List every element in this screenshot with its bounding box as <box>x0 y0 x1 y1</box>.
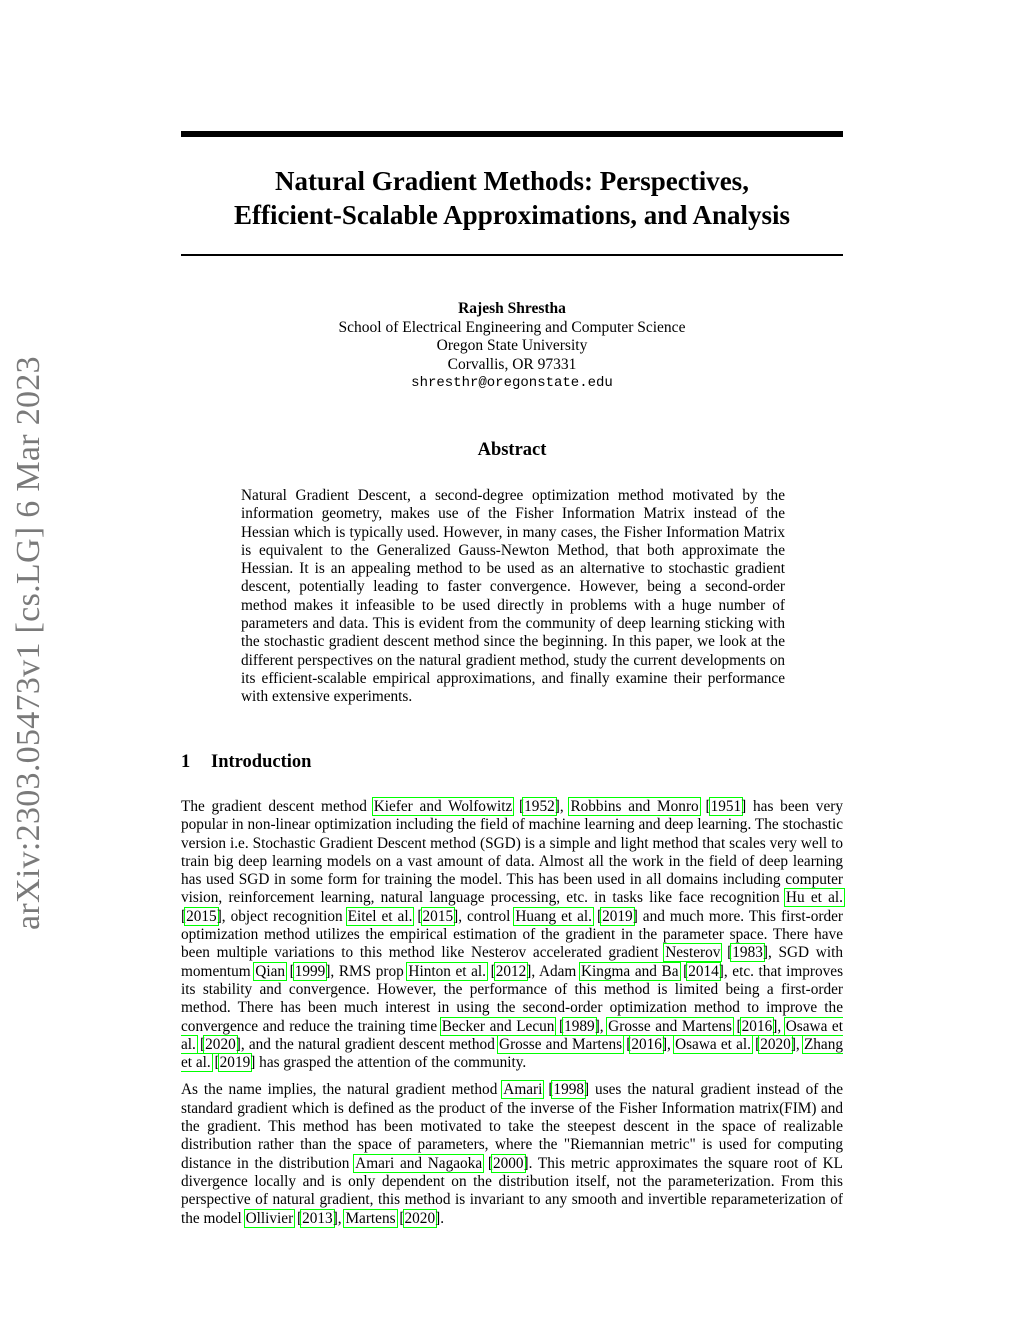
citation-link[interactable]: Kiefer and Wolfowitz <box>373 798 513 815</box>
section-title: Introduction <box>211 752 312 772</box>
citation-link[interactable]: 2016 <box>631 1035 662 1053</box>
author-name: Rajesh Shrestha <box>458 300 566 317</box>
citation-link[interactable]: 2000 <box>492 1154 524 1172</box>
introduction-body <box>181 798 843 1237</box>
citation-link[interactable]: Amari and Nagaoka <box>355 1154 483 1172</box>
citation-link[interactable]: Kingma and Ba <box>580 962 679 980</box>
introduction-paragraph-1: The gradient descent method Kiefer and Wolfowitz [1952], Robbins and Monro [1951] has been very popular in non-linear optimization including the field of machine learning and deep learning. The stochastic version i.e. Stochastic Gradient Descent method (SGD) is a simple and light method that scales very well to train big deep learning models on a vast amount of data. Almost all the work in the field of deep learning has used SGD in some form for training the model. This has been used in all domains including computer vision, reinforcement learning, natural language processing, etc. in tasks like face recognition Hu et al. [2015], object recognition Eitel et al. [2015], control Huang et al. [2019] and much more. This first-order optimization method utilizes the empirical estimation of the gradient in the parameter space. There have been multiple variations to this method like Nesterov accelerated gradient Nesterov [1983], SGD with momentum Qian [1999], RMS prop Hinton et al. [2012], Adam Kingma and Ba [2014], etc. that improves its stability and convergence. However, the performance of this method is limited being a first-order method. There has been much interest in using the second-order optimization method to improve the convergence and reduce the training time Becker and Lecun [1989], Grosse and Martens [2016], Osawa et al. [2020], and the natural gradient descent method Grosse and Martens [2016], Osawa et al. [2020], Zhang et al. [2019] has grasped the attention of the community. <box>181 798 844 1072</box>
citation-link[interactable]: Qian <box>255 962 286 980</box>
citation-link[interactable]: Huang et al. <box>515 907 593 925</box>
citation-link[interactable]: Becker and Lecun <box>441 1017 555 1035</box>
title-line-2: Efficient-Scalable Approximations, and Analysis <box>233 200 791 230</box>
citation-link[interactable]: Robbins and Monro <box>570 798 699 815</box>
citation-link[interactable]: 2020 <box>760 1035 791 1053</box>
introduction-paragraph-2: As the name implies, the natural gradient method Amari [1998] uses the natural gradient instead of the standard gradient which is defined as the product of the inverse of the Fisher Information matrix(FIM) and the gradient. This method has been motivated to take the steepest descent in the space of realizable distribution rather than the space of parameters, where the "Riemannian metric" is used for computing distance in the distribution Amari and Nagaoka [2000]. This metric approximates the square root of KL divergence locally and is only dependent on the distribution itself, not the parameterization. From this perspective of natural gradient, this method is invariant to any smooth and invertible reparameterization of the model Ollivier [2013], Martens [2020]. <box>181 1081 844 1227</box>
citation-link[interactable]: Grosse and Martens <box>499 1035 623 1053</box>
citation-link[interactable]: 1983 <box>732 944 763 962</box>
section-heading-introduction <box>181 752 311 773</box>
author-block <box>181 300 843 393</box>
citation-link[interactable]: 1989 <box>564 1017 595 1035</box>
citation-link[interactable]: 2020 <box>205 1035 236 1053</box>
citation-link[interactable]: Hinton et al. <box>408 962 486 980</box>
citation-link[interactable]: 2015 <box>422 907 454 925</box>
citation-link[interactable]: 2012 <box>495 962 527 980</box>
author-email[interactable]: shresthr@oregonstate.edu <box>411 375 613 391</box>
citation-link[interactable]: 2020 <box>404 1209 436 1227</box>
abstract-heading: Abstract <box>477 440 547 460</box>
citation-link[interactable]: 2019 <box>219 1054 251 1072</box>
title-line-1: Natural Gradient Methods: Perspectives, <box>275 166 749 196</box>
citation-link[interactable]: 1999 <box>294 962 326 980</box>
citation-link[interactable]: Hu et al. <box>785 889 843 907</box>
section-number: 1 <box>181 752 191 772</box>
author-university: Oregon State University <box>436 337 588 354</box>
citation-link[interactable]: 2015 <box>186 907 217 925</box>
citation-link[interactable]: Ollivier <box>245 1209 294 1227</box>
title-bottom-rule <box>181 254 843 256</box>
author-address: Corvallis, OR 97331 <box>447 355 577 373</box>
citation-link[interactable]: Nesterov <box>665 944 721 962</box>
arxiv-identifier-stamp: arXiv:2303.05473v1 [cs.LG] 6 Mar 2023 <box>10 356 47 930</box>
citation-link[interactable]: Osawa et al. <box>675 1035 751 1053</box>
citation-link[interactable]: 2016 <box>741 1017 773 1035</box>
citation-link[interactable]: 2014 <box>688 962 719 980</box>
citation-link[interactable]: 1998 <box>553 1081 585 1099</box>
citation-link[interactable]: Zhang et al. <box>181 1035 844 1072</box>
citation-link[interactable]: 2019 <box>602 907 633 925</box>
citation-link[interactable]: 1951 <box>710 798 742 815</box>
citation-link[interactable]: 1952 <box>524 798 555 815</box>
citation-link[interactable]: Osawa et al. <box>181 1017 843 1053</box>
paper-title <box>181 164 843 232</box>
citation-link[interactable]: Martens <box>345 1209 396 1227</box>
title-top-rule <box>181 131 843 137</box>
citation-link[interactable]: 2013 <box>302 1209 333 1227</box>
citation-link[interactable]: Eitel et al. <box>347 907 413 925</box>
author-affiliation: School of Electrical Engineering and Computer Science <box>338 318 686 336</box>
abstract-text: Natural Gradient Descent, a second-degree optimization method motivated by the information geometry, makes use of the Fisher Information Matrix instead of the Hessian which is typically used. However, in many cases, the Fisher Information Matrix is equivalent to the Generalized Gauss-Newton Method, that both approximate the Hessian. It is an appealing method to be used as an alternative to stochastic gradient descent, potentially leading to faster convergence. However, being a second-order method makes it infeasible to be used directly in problems with a huge number of parameters and data. This is evident from the community of deep learning sticking with the stochastic gradient descent method since the beginning. In this paper, we look at the different perspectives on the natural gradient method, study the current developments on its efficient-scalable empirical approximations, and finally examine their performance with extensive experiments. <box>241 487 785 706</box>
citation-link[interactable]: Grosse and Martens <box>608 1017 732 1035</box>
citation-link[interactable]: Amari <box>503 1081 543 1099</box>
